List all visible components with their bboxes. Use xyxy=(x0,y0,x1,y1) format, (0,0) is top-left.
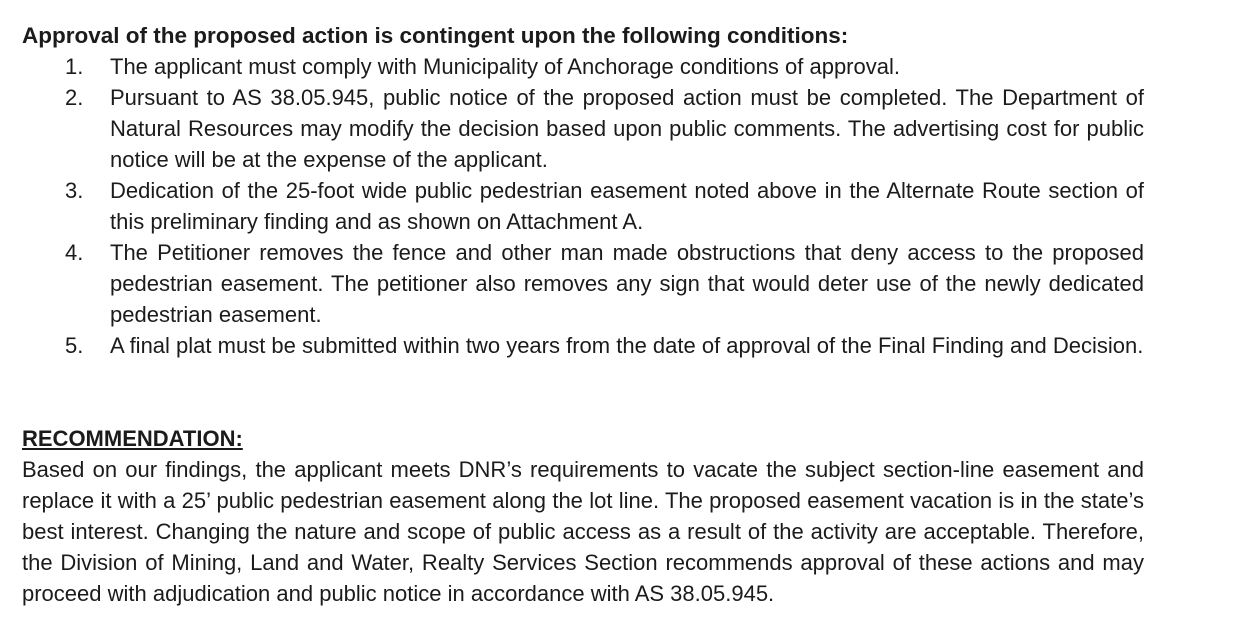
condition-text: The applicant must comply with Municipality of Anchorage conditions of approval. xyxy=(110,54,900,79)
conditions-list xyxy=(22,51,1144,361)
condition-item-2 xyxy=(22,82,1144,175)
condition-number: 4. xyxy=(65,240,84,265)
recommendation-body: Based on our findings, the applicant meets DNR’s requirements to vacate the subject section-line easement and replace it with a 25’ public pedestrian easement along the lot line. The proposed easement vacation is in the state’s best interest. Changing the nature and scope of public access as a result of the activity are acceptable. Therefore, the Division of Mining, Land and Water, Realty Services Section recommends approval of these actions and may proceed with adjudication and public notice in accordance with AS 38.05.945. xyxy=(22,457,1144,606)
conditions-heading: Approval of the proposed action is contingent upon the following conditions: xyxy=(22,23,849,48)
condition-number: 5. xyxy=(65,333,84,358)
section-spacer xyxy=(22,361,1144,423)
condition-item-1 xyxy=(22,51,1144,82)
condition-number: 1. xyxy=(65,54,84,79)
condition-number: 3. xyxy=(65,178,84,203)
condition-item-3 xyxy=(22,175,1144,237)
condition-number: 2. xyxy=(65,85,84,110)
condition-item-4 xyxy=(22,237,1144,330)
condition-text: Dedication of the 25-foot wide public pedestrian easement noted above in the Alternate Route section of this preliminary finding and as shown on Attachment A. xyxy=(110,178,1144,234)
document-page xyxy=(22,20,1144,609)
condition-text: The Petitioner removes the fence and other man made obstructions that deny access to the proposed pedestrian easement. The petitioner also removes any sign that would deter use of the newly dedicated pedestrian easement. xyxy=(110,240,1144,327)
condition-text: A final plat must be submitted within two years from the date of approval of the Final Finding and Decision. xyxy=(110,333,1144,358)
condition-text: Pursuant to AS 38.05.945, public notice of the proposed action must be completed. The Department of Natural Resources may modify the decision based upon public comments. The advertising cost for public notice will be at the expense of the applicant. xyxy=(110,85,1144,172)
recommendation-heading: RECOMMENDATION: xyxy=(22,426,243,451)
condition-item-5 xyxy=(22,330,1144,361)
